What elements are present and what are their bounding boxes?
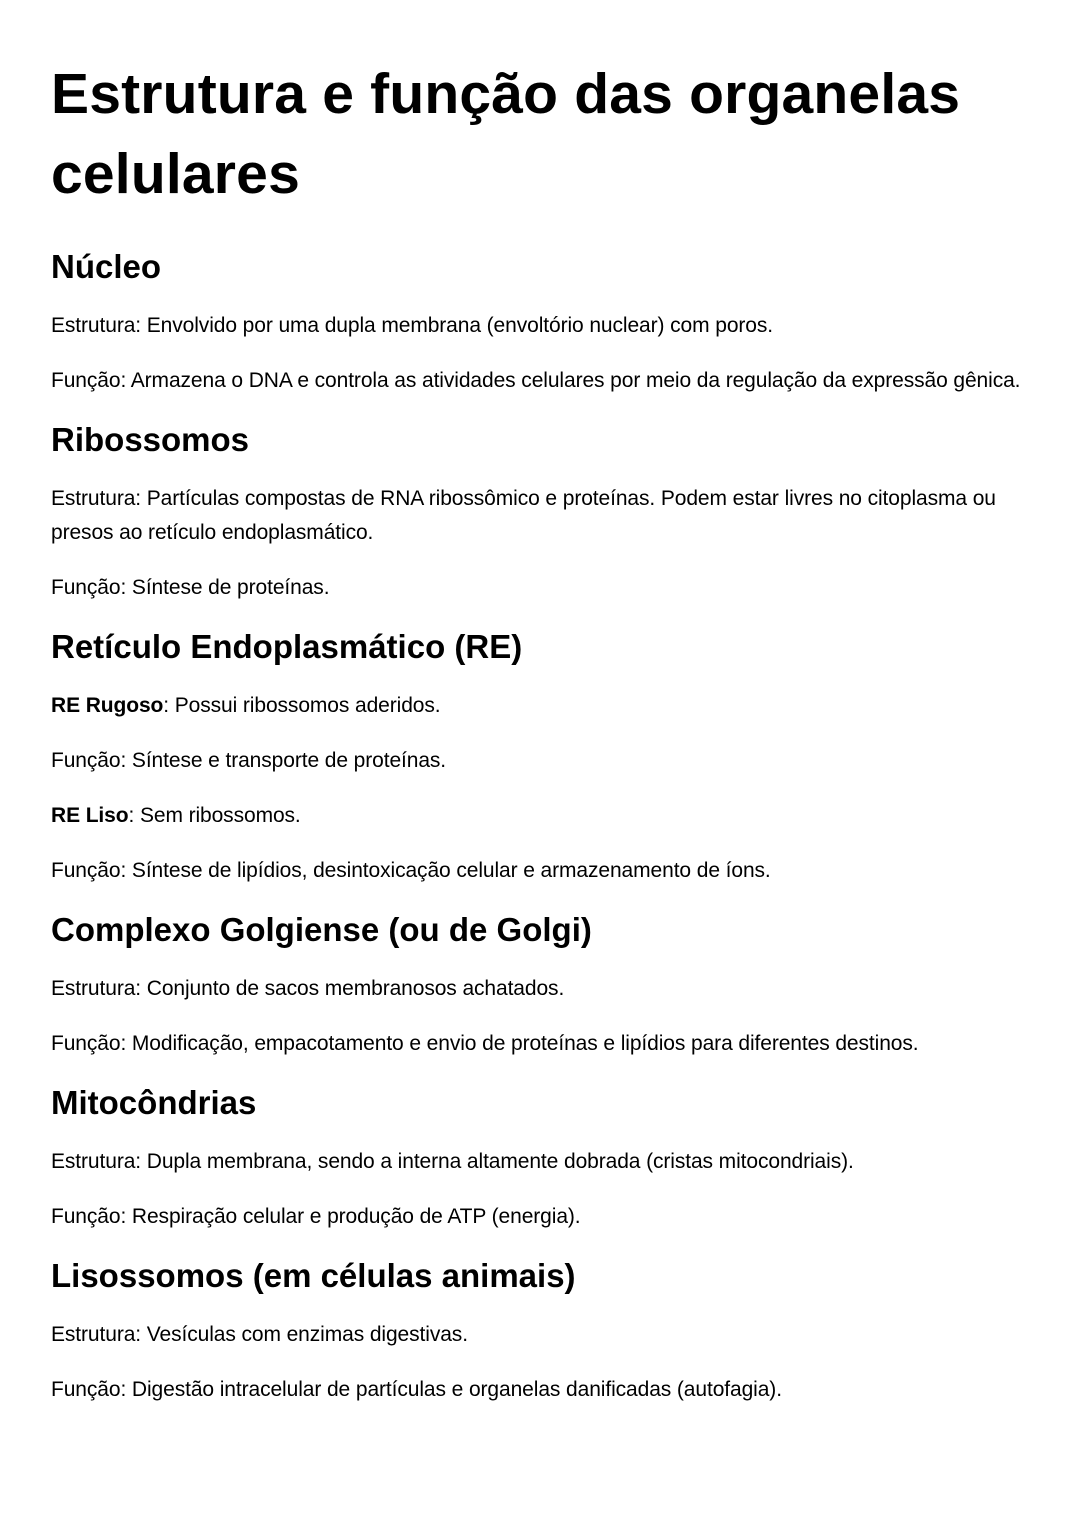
page-title: Estrutura e função das organelas celulares — [51, 62, 961, 206]
structure-text: Estrutura: Partículas compostas de RNA ribossômico e proteínas. Podem estar livres no citoplasma ou presos ao retículo endoplasmático. — [51, 487, 996, 544]
section-heading: Retículo Endoplasmático (RE) — [51, 628, 523, 665]
section-heading: Núcleo — [51, 248, 162, 285]
function-text: Função: Digestão intracelular de partículas e organelas danificadas (autofagia). — [51, 1378, 782, 1401]
re-liso-label: RE Liso — [51, 804, 129, 827]
re-liso-desc: : Sem ribossomos. — [128, 804, 301, 827]
section-heading: Complexo Golgiense (ou de Golgi) — [51, 911, 592, 948]
re-rugoso-label: RE Rugoso — [51, 694, 164, 717]
structure-text: Estrutura: Vesículas com enzimas digestivas. — [51, 1323, 468, 1346]
section-ribossomos — [51, 419, 1040, 605]
section-mitocondrias — [51, 1082, 1040, 1234]
function-text: Função: Síntese e transporte de proteínas. — [51, 749, 447, 772]
function-text: Função: Armazena o DNA e controla as atividades celulares por meio da regulação da expressão gênica. — [51, 369, 1021, 392]
structure-text: Estrutura: Envolvido por uma dupla membrana (envoltório nuclear) com poros. — [51, 314, 774, 337]
section-heading: Mitocôndrias — [51, 1084, 257, 1121]
section-lisossomos — [51, 1255, 1040, 1407]
section-reticulo-endoplasmatico — [51, 626, 1040, 888]
re-rugoso-desc: : Possui ribossomos aderidos. — [163, 694, 441, 717]
function-text: Função: Síntese de lipídios, desintoxicação celular e armazenamento de íons. — [51, 859, 771, 882]
function-text: Função: Modificação, empacotamento e envio de proteínas e lipídios para diferentes destinos. — [51, 1032, 919, 1055]
re-liso-text — [51, 799, 1040, 833]
function-text: Função: Síntese de proteínas. — [51, 576, 330, 599]
re-rugoso-text — [51, 689, 1040, 723]
section-complexo-golgiense — [51, 909, 1040, 1061]
structure-text: Estrutura: Conjunto de sacos membranosos achatados. — [51, 977, 565, 1000]
section-heading: Lisossomos (em células animais) — [51, 1257, 576, 1294]
section-heading: Ribossomos — [51, 421, 250, 458]
structure-text: Estrutura: Dupla membrana, sendo a interna altamente dobrada (cristas mitocondriais). — [51, 1150, 854, 1173]
section-nucleo — [51, 246, 1040, 398]
function-text: Função: Respiração celular e produção de ATP (energia). — [51, 1205, 581, 1228]
